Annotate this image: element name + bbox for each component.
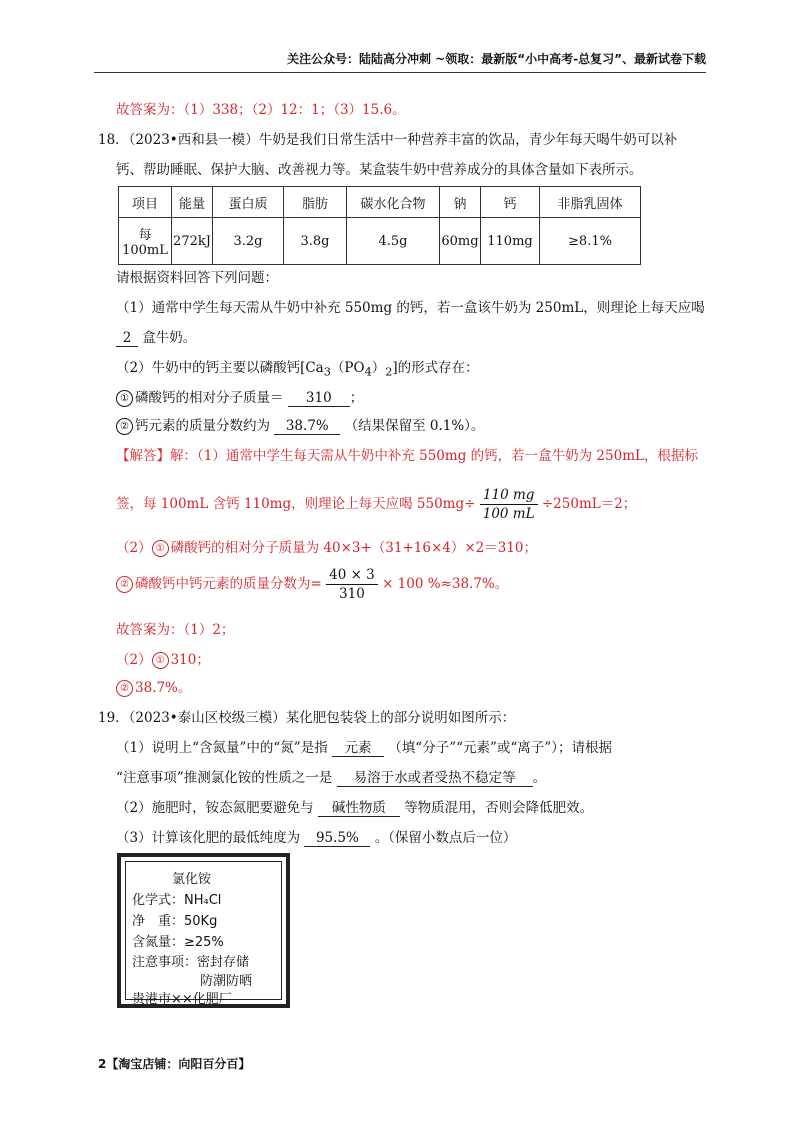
q19-part1-cont: “注意事项”推测氯化铵的性质之一是 易溶于水或者受热不稳定等 。 [116, 766, 546, 787]
q18-part2: （2）牛奶中的钙主要以磷酸钙$[Ca_3(PO_4)_2]$的形式存在： [116, 360, 479, 379]
answer-line1: 故答案为：（1）2； [116, 622, 235, 638]
label-weight: 净 重：50Kg [132, 914, 218, 929]
table-header-cell: 能量 [172, 187, 213, 218]
q19-part3: （3）计算该化肥的最低纯度为 95.5% 。（保留小数点后一位） [116, 830, 517, 846]
table-row-label [119, 218, 172, 265]
label-inner-frame [125, 861, 282, 1007]
fertilizer-label-image [117, 853, 290, 1008]
table-header-cell: 非脂乳固体 [540, 187, 641, 218]
label-notice: 注意事项：密封存储 [132, 955, 250, 970]
label-notice-cont: 防潮防晒 [200, 974, 253, 989]
table-header-cell: 脂肪 [284, 187, 347, 218]
q18-prompt: 请根据资料回答下列问题： [116, 270, 278, 286]
q18-part1-answer: 2 [116, 330, 138, 347]
q19-part1: （1）说明上“含氮量”中的“氮”是指 元素 （填“分子”“元素”或“离子”）；请根据 [116, 736, 612, 757]
q18-stem-line2: 钙、帮助睡眠、保护大脑、改善视力等。某盒装牛奶中营养成分的具体含量如下表所示。 [116, 162, 643, 178]
label-maker: 贵港市××化肥厂 [132, 992, 232, 1007]
solution-line3: （2） ① 磷酸钙的相对分子质量为 40×3+（31+16×4）×2＝310； [116, 540, 538, 556]
table-header-cell: 钠 [440, 187, 481, 218]
solution-line4: ② 磷酸钙中钙元素的质量分数为= $\frac{40 \times 3}{310}$ × 100 %≈38.7%。 [116, 566, 508, 603]
solution-line1: 【解答】解：（1）通常中学生每天需从牛奶中补充 550mg 的钙，若一盒牛奶为 250mL，根据标 [116, 448, 698, 464]
answer-line3: ② 38.7%。 [116, 676, 191, 697]
q18-stem-line1: 18．（2023•西和县一模）牛奶是我们日常生活中一种营养丰富的饮品，青少年每天喝牛奶可以补 [98, 132, 678, 148]
q19-part3-answer: 95.5% [304, 830, 370, 847]
q19-part2-answer: 碱性物质 [318, 796, 400, 817]
circled-number-1: ① [116, 390, 133, 407]
answer-line2: （2） ① 310； [116, 652, 210, 668]
table-cell: 272kJ [172, 218, 213, 265]
q18-part2-1-answer: 310 [288, 390, 350, 407]
q18-part1: （1）通常中学生每天需从牛奶中补充 550mg 的钙，若一盒该牛奶为 250mL，则理论上每天应喝 [116, 300, 705, 316]
previous-answer: 故答案为：（1）338；（2）12：1；（3）15.6。 [116, 102, 406, 118]
table-cell: 110mg [481, 218, 540, 265]
header-rule [94, 72, 706, 73]
table-header-cell: 钙 [481, 187, 540, 218]
table-header-cell: 碳水化合物 [347, 187, 440, 218]
table-header-cell: 蛋白质 [213, 187, 284, 218]
q18-part2-1: ① 磷酸钙的相对分子质量＝ 310 ； [116, 386, 363, 407]
page-header: 关注公众号：陆陆高分冲刺 ~领取：最新版“小中高考-总复习”、最新试卷下载 [287, 52, 706, 66]
nutrition-table [118, 186, 641, 265]
q19-part1-answer: 元素 [332, 736, 384, 757]
label-title: 氯化铵 [172, 872, 212, 887]
table-header-cell: 项目 [119, 187, 172, 218]
table-cell: 4.5g [347, 218, 440, 265]
q18-part2-2: ② 钙元素的质量分数约为 38.7% （结果保留至 0.1%）。 [116, 414, 484, 435]
q18-part2-2-answer: 38.7% [274, 418, 340, 435]
page-footer: 2【淘宝店铺：向阳百分百】 [98, 1057, 251, 1071]
label-nitrogen: 含氮量：≥25% [132, 935, 224, 950]
table-cell: 60mg [440, 218, 481, 265]
table-cell: 3.8g [284, 218, 347, 265]
q18-part1-answer-line [116, 326, 196, 347]
circled-number-2: ② [116, 418, 133, 435]
fraction-110mg-100ml: $\frac{110 mg}{100 mL}$ [480, 486, 538, 523]
label-formula: 化学式：NH₄Cl [132, 893, 222, 908]
q19-stem: 19．（2023•泰山区校级三模）某化肥包装袋上的部分说明如图所示： [98, 710, 516, 726]
q19-part2: （2）施肥时，铵态氮肥要避免与 碱性物质 等物质混用，否则会降低肥效。 [116, 796, 593, 817]
fraction-40x3-310: $\frac{40 \times 3}{310}$ [326, 566, 378, 603]
q18-part1-tail: 盒牛奶。 [142, 330, 197, 346]
table-cell: ≥8.1% [540, 218, 641, 265]
row-label-bottom: 100mL [122, 243, 168, 258]
table-cell: 3.2g [213, 218, 284, 265]
q19-part1-answer2: 易溶于水或者受热不稳定等 [337, 766, 533, 787]
row-label-top: 每 [138, 228, 152, 243]
solution-line2: 签，每 100mL 含钙 110mg，则理论上每天应喝 550mg÷ $\frac{110 mg}{100 mL}$ ÷250mL＝2； [116, 487, 637, 522]
